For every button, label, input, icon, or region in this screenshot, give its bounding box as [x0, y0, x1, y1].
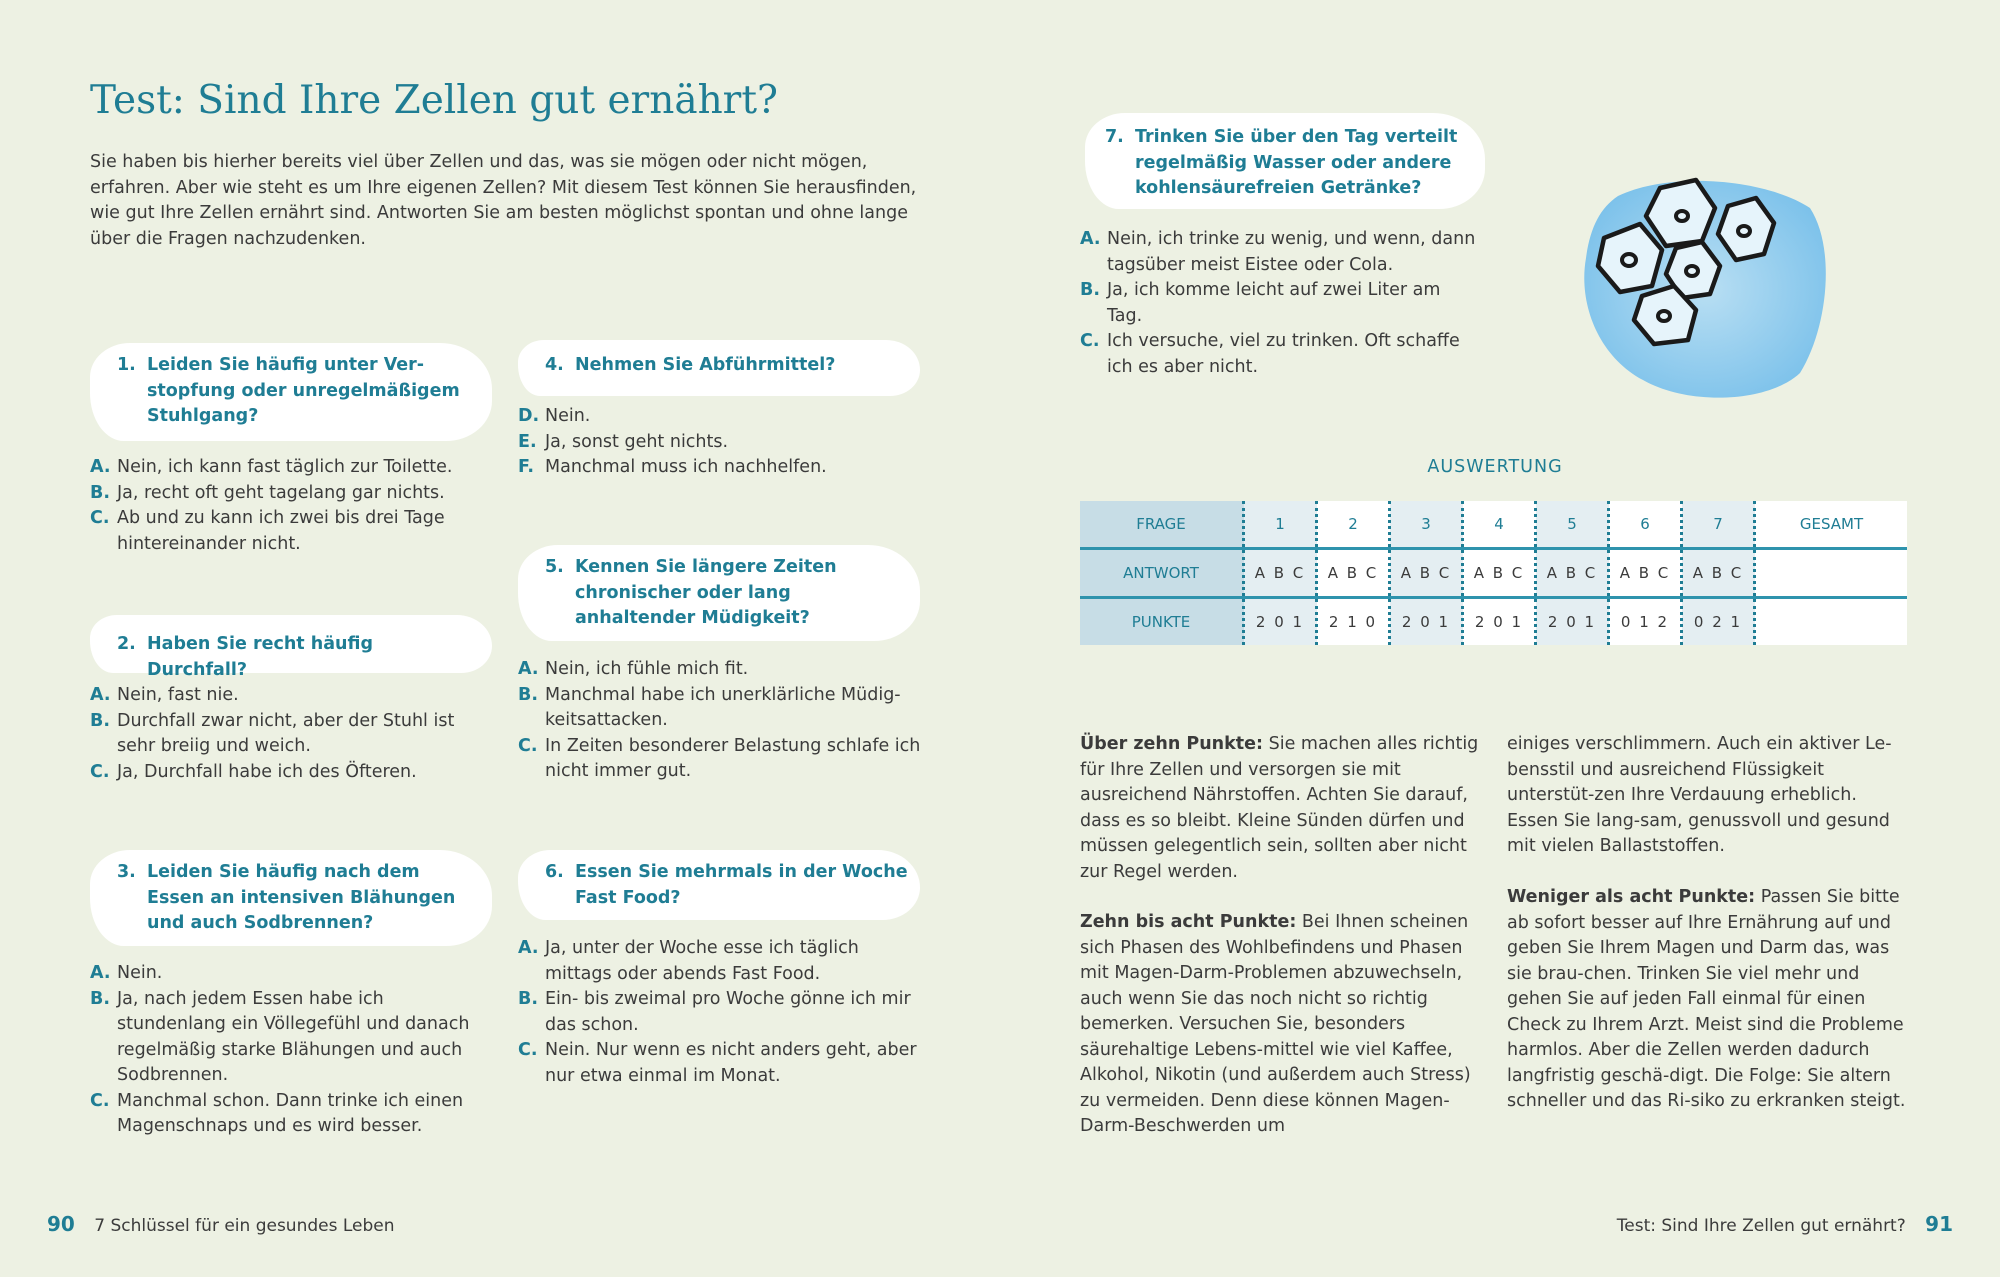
question-1: [117, 353, 477, 430]
question-4: [545, 353, 905, 379]
evaluation-title: AUSWERTUNG: [1427, 457, 1563, 477]
question-text: Essen Sie mehrmals in der Woche Fast Food?: [575, 862, 908, 908]
col-header: 6: [1609, 501, 1682, 549]
points: 2 1 0: [1317, 598, 1390, 646]
answer-f: F. Manchmal muss ich nachhelfen.: [518, 457, 827, 477]
answer-b: B. Manchmal habe ich unerklärliche Müdig-keitsattacken.: [518, 684, 901, 730]
points: 2 0 1: [1390, 598, 1463, 646]
answers-5: [518, 657, 923, 785]
running-title-right: Test: Sind Ihre Zellen gut ernährt?: [1616, 1216, 1906, 1236]
points: 0 1 2: [1609, 598, 1682, 646]
col-header: 4: [1463, 501, 1536, 549]
answer-a: A. Ja, unter der Woche esse ich täglich mittags oder abends Fast Food.: [518, 938, 859, 984]
answer-a: A. Nein, ich trinke zu wenig, und wenn, dann tagsüber meist Eistee oder Cola.: [1080, 229, 1476, 275]
result-text: einiges verschlimmern. Auch ein aktiver Le-bensstil und ausreichend Flüssigkeit unterstüt-zen Ihre Verdauung erheblich. Essen Sie lang-sam, genussvoll und gesund mit vielen Ballaststoffen.: [1507, 734, 1892, 856]
question-text: Kennen Sie längere Zeiten chronischer oder lang anhaltender Müdigkeit?: [575, 557, 837, 628]
result-text: Passen Sie bitte ab sofort besser auf Ihre Ernährung auf und geben Sie Ihrem Magen und Darm das, was sie brau-chen. Trinken Sie viel mehr und gehen Sie auf jeden Fall einmal für einen Check zu Ihrem Arzt. Meist sind die Probleme harmlos. Aber die Zellen werden dadurch langfristig geschä-digt. Die Folge: Sie altern schneller und das Ri-siko zu erkranken steigt.: [1507, 887, 1906, 1111]
answer-options: A B C: [1463, 549, 1536, 598]
question-6: [545, 860, 910, 911]
answer-a: A. Nein, fast nie.: [90, 685, 239, 705]
question-number: 3.: [117, 862, 136, 882]
result-heading: Zehn bis acht Punkte:: [1080, 912, 1297, 932]
col-header: 7: [1682, 501, 1755, 549]
result-text: Sie machen alles richtig für Ihre Zellen und versorgen sie mit ausreichend Nährstoffen. Achten Sie darauf, dass es so bleibt. Kleine Sünden dürfen und müssen gelegentlich sein, sollten aber nicht zur Regel werden.: [1080, 734, 1479, 882]
points: 2 0 1: [1244, 598, 1317, 646]
question-7: [1105, 125, 1475, 202]
answer-e: E. Ja, sonst geht nichts.: [518, 431, 729, 452]
col-header: 1: [1244, 501, 1317, 549]
answer-a: A. Nein, ich fühle mich fit.: [518, 659, 749, 679]
answers-6: [518, 936, 923, 1089]
points: 2 0 1: [1463, 598, 1536, 646]
total-cell: [1755, 549, 1908, 598]
answer-options: A B C: [1390, 549, 1463, 598]
question-5: [545, 555, 910, 632]
row-label: FRAGE: [1080, 501, 1244, 549]
result-ten-to-eight: [1080, 910, 1480, 1140]
points: 0 2 1: [1682, 598, 1755, 646]
answer-b: B. Ja, recht oft geht tagelang gar nichts.: [90, 482, 445, 503]
answer-b: B. Ja, ich komme leicht auf zwei Liter am Tag.: [1080, 280, 1441, 326]
question-number: 7.: [1105, 127, 1124, 147]
footer-left: [47, 1212, 395, 1236]
answer-options: A B C: [1317, 549, 1390, 598]
answer-options: A B C: [1682, 549, 1755, 598]
answer-a: A. Nein.: [90, 963, 163, 983]
answer-options: A B C: [1536, 549, 1609, 598]
total-cell: [1755, 598, 1908, 646]
row-label: PUNKTE: [1080, 598, 1244, 646]
result-under-eight: [1507, 885, 1907, 1115]
question-number: 4.: [545, 355, 564, 375]
col-header: 3: [1390, 501, 1463, 549]
cells-illustration: [1578, 168, 1830, 404]
points: 2 0 1: [1536, 598, 1609, 646]
answer-c: C. Manchmal schon. Dann trinke ich einen Magenschnaps und es wird besser.: [90, 1090, 464, 1136]
question-3: [117, 860, 477, 937]
result-continuation: [1507, 732, 1907, 860]
result-heading: Weniger als acht Punkte:: [1507, 887, 1756, 907]
row-points: [1080, 598, 1907, 646]
question-text: Leiden Sie häufig nach dem Essen an intensiven Blähungen und auch Sodbrennen?: [147, 862, 456, 933]
page-number-right: 91: [1925, 1212, 1953, 1236]
question-text: Trinken Sie über den Tag verteilt regelmäßig Wasser oder andere kohlensäurefreien Getränke?: [1135, 127, 1458, 198]
col-header: 5: [1536, 501, 1609, 549]
answer-b: B. Ein- bis zweimal pro Woche gönne ich mir das schon.: [518, 989, 911, 1035]
answer-c: C. Nein. Nur wenn es nicht anders geht, aber nur etwa einmal im Monat.: [518, 1040, 917, 1086]
row-label: ANTWORT: [1080, 549, 1244, 598]
footer-right: [1617, 1212, 1953, 1236]
question-number: 1.: [117, 355, 136, 375]
question-2: [117, 632, 477, 683]
answers-1: [90, 455, 490, 557]
answer-d: D. Nein.: [518, 406, 591, 426]
answer-c: C. Ab und zu kann ich zwei bis drei Tage hintereinander nicht.: [90, 508, 445, 554]
answer-b: B. Durchfall zwar nicht, aber der Stuhl ist sehr breiig und weich.: [90, 710, 455, 756]
question-text: Haben Sie recht häufig Durchfall?: [147, 634, 373, 680]
answer-b: B. Ja, nach jedem Essen habe ich stundenlang ein Völlegefühl und danach regelmäßig starke Blähungen und auch Sodbrennen.: [90, 988, 470, 1085]
evaluation-table: [1080, 501, 1907, 645]
question-number: 6.: [545, 862, 564, 882]
answer-c: C. Ja, Durchfall habe ich des Öfteren.: [90, 761, 417, 782]
answer-options: A B C: [1244, 549, 1317, 598]
answers-7: [1080, 227, 1480, 380]
intro-text: Sie haben bis hierher bereits viel über Zellen und das, was sie mögen oder nicht mögen, erfahren. Aber wie steht es um Ihre eigenen Zellen? Mit diesem Test können Sie herausfinden, wie gut Ihre Zellen ernährt sind. Antworten Sie am besten möglichst spontan und ohne lange über die Fragen nachzudenken.: [90, 152, 917, 249]
page-number-left: 90: [47, 1212, 75, 1236]
col-header: 2: [1317, 501, 1390, 549]
page-title: Test: Sind Ihre Zellen gut ernährt?: [90, 78, 778, 123]
total-header: GESAMT: [1755, 501, 1908, 549]
result-text: Bei Ihnen scheinen sich Phasen des Wohlbefindens und Phasen mit Magen-Darm-Problemen abzuwechseln, auch wenn Sie das noch nicht so richtig bemerken. Versuchen Sie, besonders säurehaltige Lebens-mittel wie viel Kaffee, Alkohol, Nikotin (und außerdem auch Stress) zu vermeiden. Denn diese können Magen-Darm-Beschwerden um: [1080, 912, 1471, 1136]
answer-c: C. Ich versuche, viel zu trinken. Oft schaffe ich es aber nicht.: [1080, 331, 1460, 377]
question-number: 2.: [117, 634, 136, 654]
question-number: 5.: [545, 557, 564, 577]
answers-4: [518, 404, 923, 481]
running-title-left: 7 Schlüssel für ein gesundes Leben: [94, 1216, 395, 1236]
result-heading: Über zehn Punkte:: [1080, 734, 1264, 754]
row-answer: [1080, 549, 1907, 598]
answer-options: A B C: [1609, 549, 1682, 598]
question-text: Nehmen Sie Abführmittel?: [575, 355, 836, 375]
answers-3: [90, 961, 490, 1140]
answer-c: C. In Zeiten besonderer Belastung schlafe ich nicht immer gut.: [518, 735, 921, 781]
answers-2: [90, 683, 490, 785]
question-text: Leiden Sie häufig unter Ver-stopfung oder unregelmäßigem Stuhlgang?: [147, 355, 460, 426]
result-over-ten: [1080, 732, 1480, 885]
row-question: [1080, 501, 1907, 549]
answer-a: A. Nein, ich kann fast täglich zur Toilette.: [90, 457, 453, 477]
